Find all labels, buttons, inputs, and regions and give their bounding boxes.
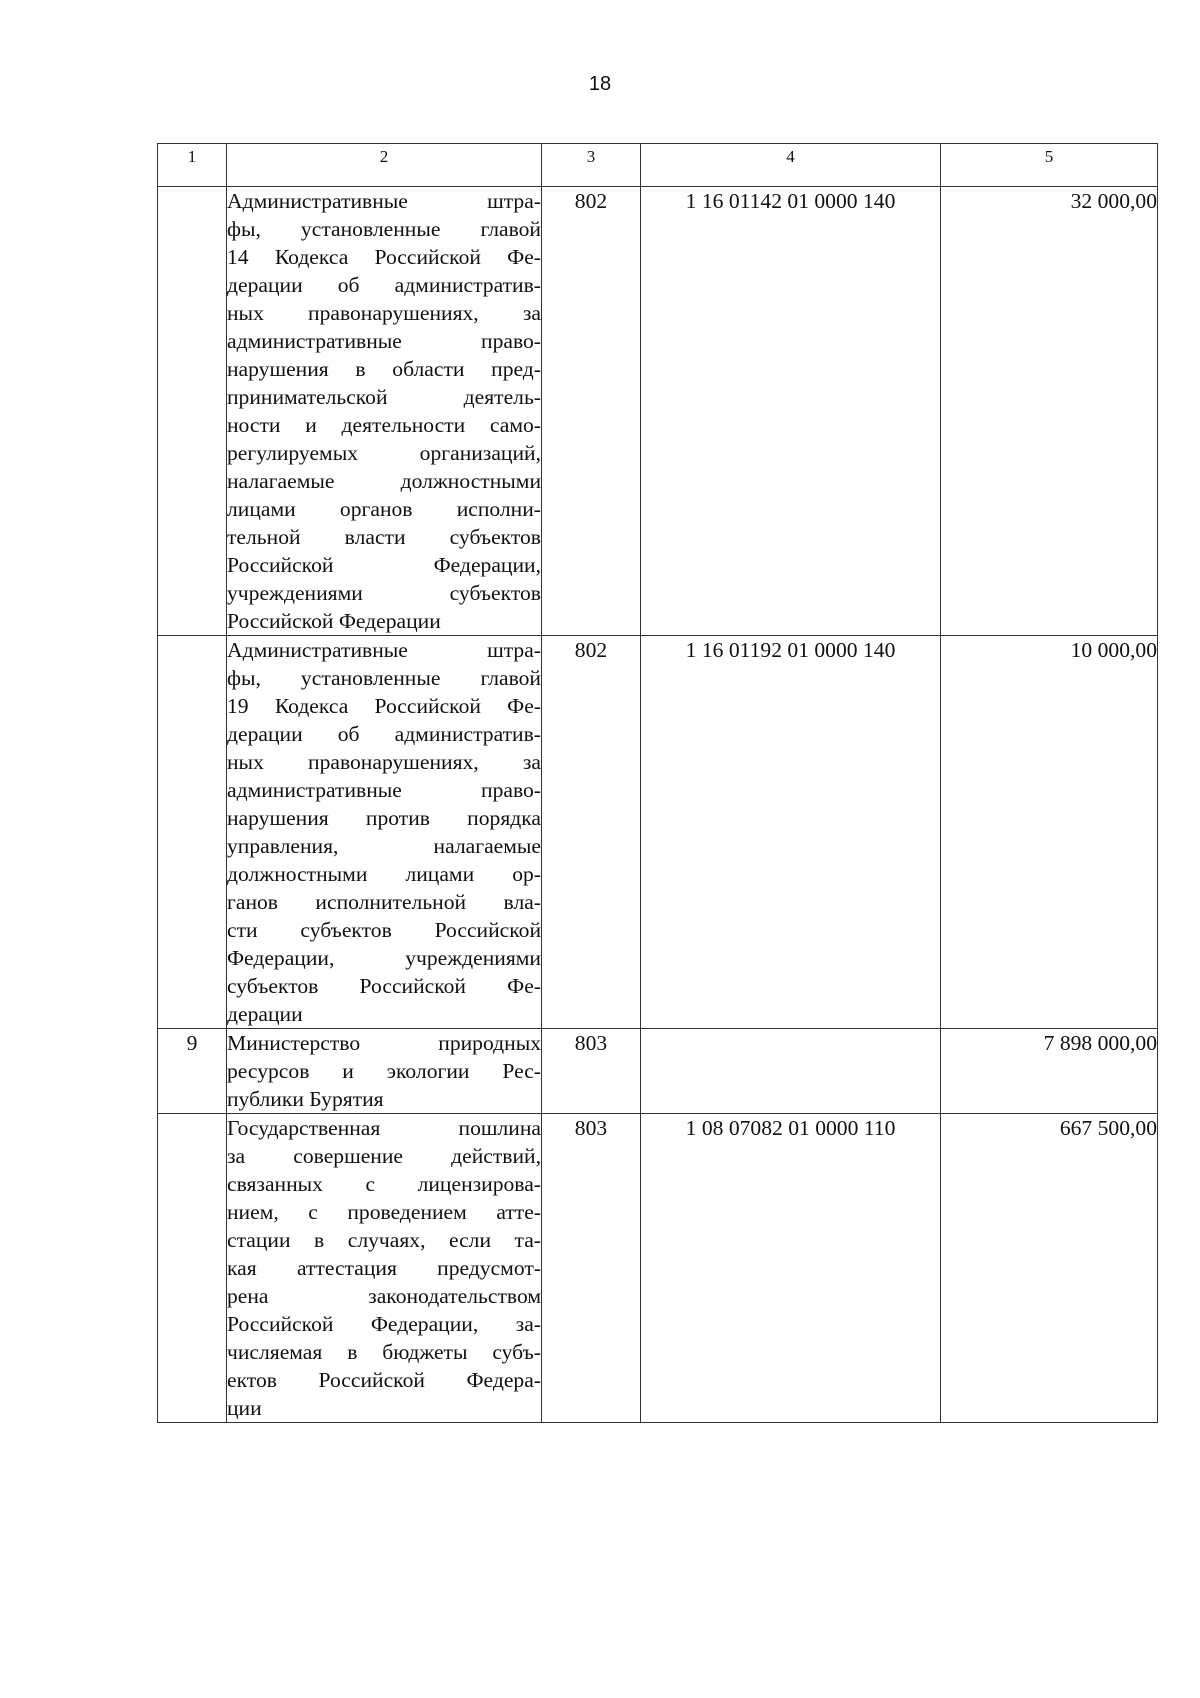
description-cell	[227, 1029, 542, 1114]
description-line: ганов исполнительной вла-	[227, 890, 541, 914]
description-line: числяемая в бюджеты субъ-	[227, 1340, 541, 1364]
column-header-5: 5	[941, 144, 1158, 187]
admin-code-cell: 802	[542, 636, 641, 1029]
row-number-cell	[158, 1114, 227, 1423]
description-line: нарушения против порядка	[227, 806, 541, 830]
header-row	[158, 144, 1158, 187]
description-line: Российской Федерации, за-	[227, 1312, 541, 1336]
description-line: налагаемые должностными	[227, 469, 541, 493]
description-line: Российской Федерации	[227, 609, 441, 633]
description-line: нием, с проведением атте-	[227, 1200, 541, 1224]
description-line: ектов Российской Федера-	[227, 1368, 541, 1392]
description-line: 14 Кодекса Российской Фе-	[227, 245, 541, 269]
amount-cell: 32 000,00	[941, 187, 1158, 636]
description-line: ности и деятельности само-	[227, 413, 541, 437]
description-cell	[227, 636, 542, 1029]
description-line: дерации об административ-	[227, 722, 541, 746]
description-line: административные право-	[227, 778, 541, 802]
row-number-cell	[158, 187, 227, 636]
description-line: Административные штра-	[227, 189, 541, 213]
description-line: должностными лицами ор-	[227, 862, 541, 886]
amount-cell: 7 898 000,00	[941, 1029, 1158, 1114]
description-line: Министерство природных	[227, 1031, 541, 1055]
budget-classification-code-cell: 1 16 01142 01 0000 140	[641, 187, 941, 636]
description-line: кая аттестация предусмот-	[227, 1256, 541, 1280]
table-row	[158, 1114, 1158, 1423]
table-row	[158, 636, 1158, 1029]
column-header-3: 3	[542, 144, 641, 187]
admin-code-cell: 803	[542, 1029, 641, 1114]
description-line: лицами органов исполни-	[227, 497, 541, 521]
description-line: нарушения в области пред-	[227, 357, 541, 381]
description-line: ции	[227, 1396, 262, 1420]
description-line: сти субъектов Российской	[227, 918, 541, 942]
description-line: тельной власти субъектов	[227, 525, 541, 549]
amount-cell: 667 500,00	[941, 1114, 1158, 1423]
description-line: административные право-	[227, 329, 541, 353]
description-cell	[227, 1114, 542, 1423]
table-header	[158, 144, 1158, 187]
description-line: Российской Федерации,	[227, 553, 541, 577]
column-header-1: 1	[158, 144, 227, 187]
description-line: принимательской деятель-	[227, 385, 541, 409]
description-line: управления, налагаемые	[227, 834, 541, 858]
budget-classification-code-cell: 1 16 01192 01 0000 140	[641, 636, 941, 1029]
description-line: за совершение действий,	[227, 1144, 541, 1168]
budget-classification-code-cell: 1 08 07082 01 0000 110	[641, 1114, 941, 1423]
description-line: фы, установленные главой	[227, 666, 541, 690]
description-cell	[227, 187, 542, 636]
admin-code-cell: 803	[542, 1114, 641, 1423]
description-line: публики Бурятия	[227, 1087, 384, 1111]
description-line: связанных с лицензирова-	[227, 1172, 541, 1196]
row-number-cell	[158, 636, 227, 1029]
table-row	[158, 187, 1158, 636]
page-number: 18	[588, 73, 612, 95]
budget-table	[157, 143, 1158, 1423]
description-line: ных правонарушениях, за	[227, 750, 541, 774]
description-line: Административные штра-	[227, 638, 541, 662]
description-line: регулируемых организаций,	[227, 441, 541, 465]
amount-cell: 10 000,00	[941, 636, 1158, 1029]
admin-code-cell: 802	[542, 187, 641, 636]
description-line: рена законодательством	[227, 1284, 541, 1308]
table-row	[158, 1029, 1158, 1114]
description-line: Федерации, учреждениями	[227, 946, 541, 970]
description-line: фы, установленные главой	[227, 217, 541, 241]
description-line: Государственная пошлина	[227, 1116, 541, 1140]
budget-classification-code-cell	[641, 1029, 941, 1114]
description-line: дерации	[227, 1002, 303, 1026]
description-line: учреждениями субъектов	[227, 581, 541, 605]
description-line: ресурсов и экологии Рес-	[227, 1059, 541, 1083]
description-line: дерации об административ-	[227, 273, 541, 297]
description-line: 19 Кодекса Российской Фе-	[227, 694, 541, 718]
column-header-2: 2	[227, 144, 542, 187]
table-body	[158, 187, 1158, 1423]
column-header-4: 4	[641, 144, 941, 187]
row-number-cell: 9	[158, 1029, 227, 1114]
description-line: ных правонарушениях, за	[227, 301, 541, 325]
description-line: стации в случаях, если та-	[227, 1228, 541, 1252]
description-line: субъектов Российской Фе-	[227, 974, 541, 998]
